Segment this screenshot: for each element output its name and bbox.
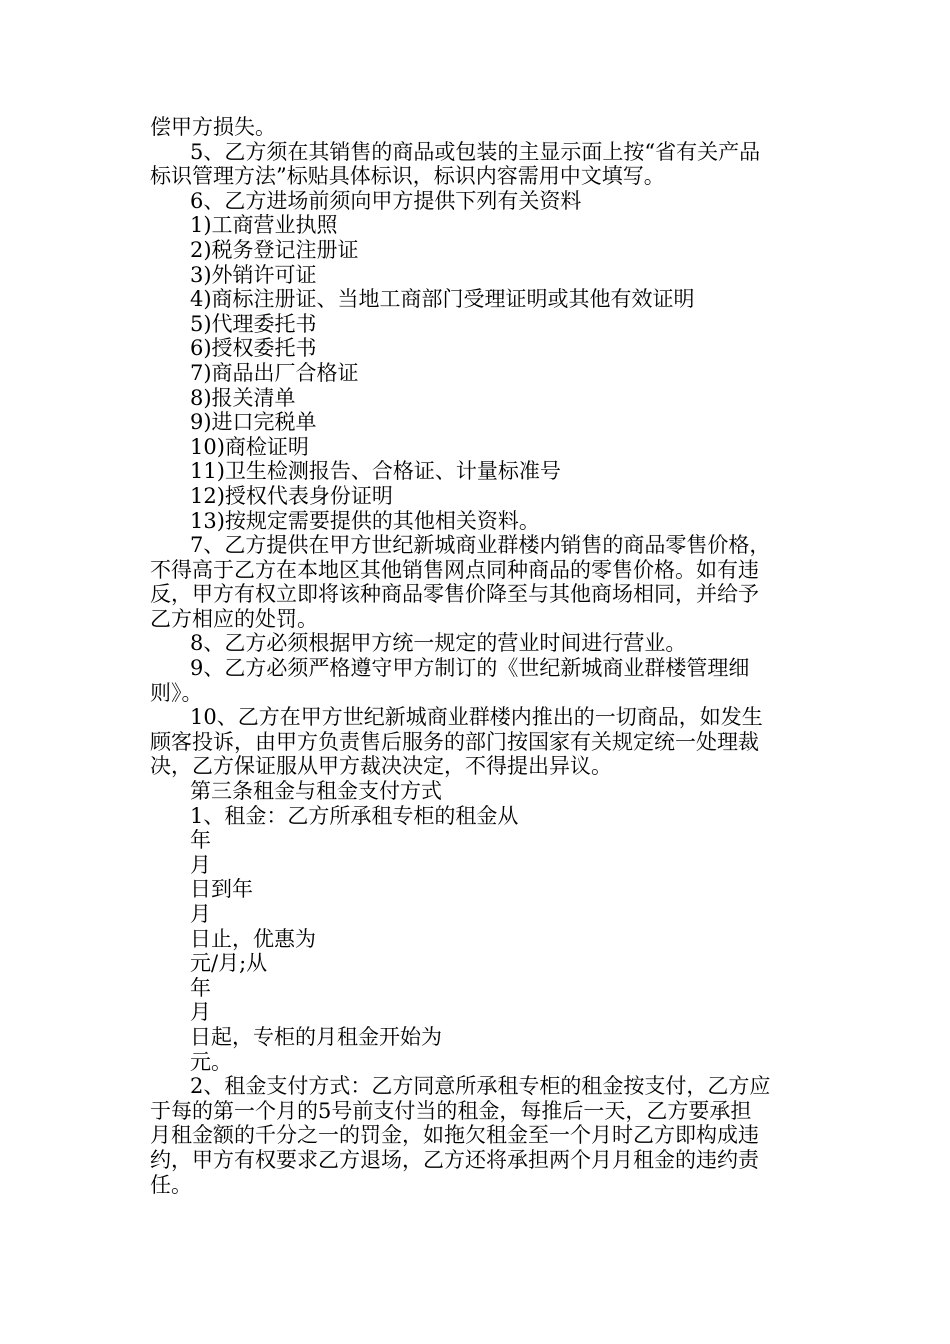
text-line: 反，甲方有权立即将该种商品零售价降至与其他商场相同，并给予 xyxy=(150,582,759,607)
text-line: 2)税务登记注册证 xyxy=(190,237,359,262)
text-line: 不得高于乙方在本地区其他销售网点同种商品的零售价格。如有违 xyxy=(150,557,759,582)
text-line: 13)按规定需要提供的其他相关资料。 xyxy=(190,508,540,533)
text-line: 于每的第一个月的5号前支付当的租金，每推后一天，乙方要承担 xyxy=(150,1098,752,1123)
text-line: 顾客投诉，由甲方负责售后服务的部门按国家有关规定统一处理裁 xyxy=(150,729,759,754)
text-line: 7)商品出厂合格证 xyxy=(190,360,359,385)
text-line: 6)授权委托书 xyxy=(190,336,317,361)
text-line: 月 xyxy=(190,902,211,926)
text-line: 6、乙方进场前须向甲方提供下列有关资料 xyxy=(190,188,582,213)
text-line: 8)报关清单 xyxy=(190,385,296,410)
text-line: 11)卫生检测报告、合格证、计量标准号 xyxy=(190,459,561,484)
text-line: 9、乙方必须严格遵守甲方制订的《世纪新城商业群楼管理细 xyxy=(190,656,750,681)
text-line: 8、乙方必须根据甲方统一规定的营业时间进行营业。 xyxy=(190,631,687,656)
text-line: 元。 xyxy=(190,1049,232,1074)
document-body xyxy=(150,115,810,1197)
text-line: 9)进口完税单 xyxy=(190,410,317,435)
text-line: 任。 xyxy=(150,1172,192,1197)
text-line: 5)代理委托书 xyxy=(190,311,317,336)
text-line: 3)外销许可证 xyxy=(190,262,317,287)
text-line: 乙方相应的处罚。 xyxy=(150,606,318,631)
text-line: 2、租金支付方式：乙方同意所承租专柜的租金按支付，乙方应 xyxy=(190,1074,771,1099)
text-line: 10)商检证明 xyxy=(190,434,309,459)
text-line: 决，乙方保证服从甲方裁决决定，不得提出异议。 xyxy=(150,754,612,779)
text-line: 1、租金：乙方所承租专柜的租金从 xyxy=(190,803,519,828)
text-line: 月租金额的千分之一的罚金，如拖欠租金至一个月时乙方即构成违 xyxy=(150,1123,759,1148)
text-line: 日到年 xyxy=(190,877,253,902)
text-line: 1)工商营业执照 xyxy=(190,213,338,238)
text-line: 标识管理方法”标贴具体标识，标识内容需用中文填写。 xyxy=(150,164,665,189)
text-line: 日止，优惠为 xyxy=(190,926,316,951)
text-line: 月 xyxy=(190,852,211,877)
text-line: 约，甲方有权要求乙方退场，乙方还将承担两个月月租金的违约责 xyxy=(150,1147,759,1172)
text-line: 偿甲方损失。 xyxy=(150,115,276,139)
text-line: 第三条租金与租金支付方式 xyxy=(190,779,442,804)
text-line: 则》。 xyxy=(150,680,203,705)
text-line: 12)授权代表身份证明 xyxy=(190,483,393,508)
text-line: 7、乙方提供在甲方世纪新城商业群楼内销售的商品零售价格， xyxy=(190,533,771,558)
text-line: 10、乙方在甲方世纪新城商业群楼内推出的一切商品，如发生 xyxy=(190,705,763,730)
text-line: 元/月;从 xyxy=(190,951,268,976)
text-line: 日起，专柜的月租金开始为 xyxy=(190,1024,442,1049)
text-line: 4)商标注册证、当地工商部门受理证明或其他有效证明 xyxy=(190,287,695,312)
text-line: 5、乙方须在其销售的商品或包装的主显示面上按“省有关产品 xyxy=(190,139,761,164)
text-line: 月 xyxy=(190,1000,211,1025)
text-line: 年 xyxy=(190,828,211,853)
text-line: 年 xyxy=(190,975,211,1000)
